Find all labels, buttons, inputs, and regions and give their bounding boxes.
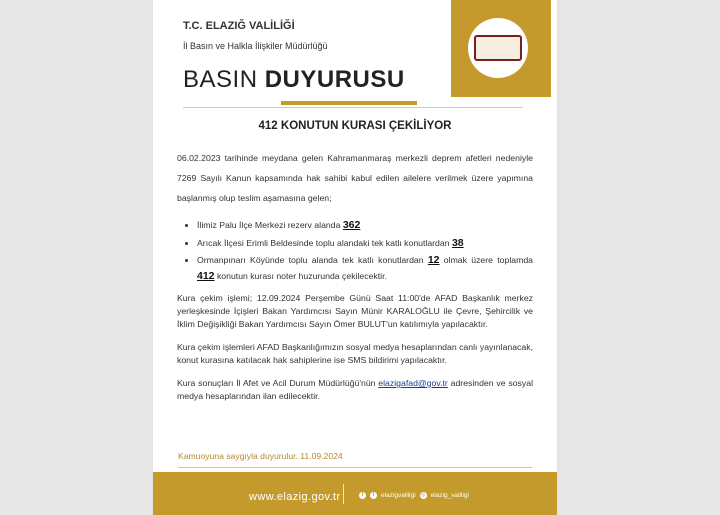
count-total: 412 — [197, 270, 215, 282]
intro-paragraph: 06.02.2023 tarihinde meydana gelen Kahramanmaraş merkezli deprem afetleri nedeniyle 7269 Sayılı Kanun kapsamında hak sahibi kabul edilen ailelere verilmek üzere yapımına başlanmış olup teslim aşamasına gelen; — [177, 153, 533, 203]
title-underline — [281, 101, 417, 105]
logo-panel — [451, 0, 551, 97]
twitter-icon: t — [370, 492, 377, 499]
header-org: T.C. ELAZIĞ VALİLİĞİ — [183, 20, 295, 32]
press-release-document — [153, 0, 557, 515]
count-ormanpinari: 12 — [427, 254, 440, 266]
list-item: • Ormanpınarı Köyünde toplu alanda tek katlı konutlardan 12 olmak üzere toplamda 412 konutun kurası noter huzurunda çekilecektir. — [197, 252, 533, 284]
results-paragraph: Kura sonuçları İl Afet ve Acil Durum Müdürlüğü'nün elazigafad@gov.tr adresinden ve sosyal medya hesaplarından ilan edilecektir. — [177, 378, 534, 401]
housing-list — [177, 216, 533, 284]
social-handle-1[interactable]: elazigvaliligi — [381, 492, 416, 499]
footer-separator — [343, 484, 344, 504]
instagram-icon: ◎ — [421, 492, 426, 498]
closing-line: Kamuoyuna saygıyla duyurulur. 11.09.2024 — [178, 451, 343, 461]
page-title — [183, 66, 405, 94]
website-link[interactable]: www.elazig.gov.tr — [249, 491, 341, 503]
header-divider — [183, 107, 523, 108]
count-palu: 362 — [342, 219, 361, 231]
list-item: • İlimiz Palu İlçe Merkezi rezerv alanda 362 — [197, 216, 533, 234]
social-handles — [359, 492, 469, 499]
list-item: • Arıcak İlçesi Erimli Beldesinde toplu alandaki tek katlı konutlardan 38 — [197, 234, 533, 252]
title-light: BASIN — [183, 66, 258, 93]
lottery-details-paragraph: Kura çekim işlemi; 12.09.2024 Perşembe Günü Saat 11:00'de AFAD Başkanlık merkez yerleşkesinde İçişleri Bakan Yardımcısı Sayın Münir KARALOĞLU ile Çevre, Şehircilik ve İklim Değişikliği Bakan Yardımcısı Sayın Ömer BULUT'un katılımıyla yapılacaktır. — [177, 293, 533, 329]
broadcast-paragraph: Kura çekim işlemleri AFAD Başkanlığımızın sosyal medya hesaplarından canlı yayınlanacak, konut kurasına katılacak hak sahiplerine ise SMS bildirimi yapılacaktır. — [177, 342, 533, 365]
footer-divider — [178, 467, 532, 468]
header-dept: İl Basın ve Halkla İlişkiler Müdürlüğü — [183, 41, 328, 51]
title-bold: DUYURUSU — [264, 66, 405, 93]
email-link[interactable]: elazigafad@gov.tr — [378, 378, 448, 388]
logo-emblem — [474, 35, 522, 61]
announcement-headline: 412 KONUTUN KURASI ÇEKİLİYOR — [258, 120, 452, 132]
footer-bar — [153, 472, 557, 515]
social-handle-2[interactable]: elazig_valiligi — [430, 492, 469, 499]
governorship-logo — [468, 18, 528, 78]
count-aricak: 38 — [451, 237, 464, 249]
facebook-icon: f — [359, 492, 366, 499]
announcement-body — [177, 148, 533, 413]
